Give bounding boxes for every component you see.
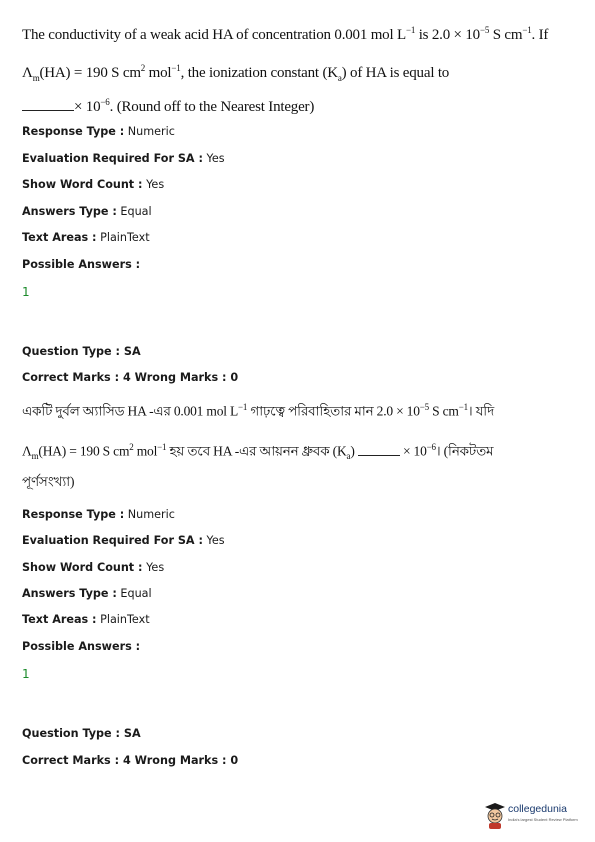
answers-type-row: Answers Type : Equal <box>22 205 152 218</box>
question-type-row: Question Type : SA <box>22 727 141 740</box>
logo-name: collegedunia <box>508 803 567 815</box>
answer-blank <box>22 98 74 111</box>
possible-answers-row: Possible Answers : <box>22 258 141 271</box>
logo-tagline: India's largest Student Review Platform <box>508 817 578 822</box>
question-1-line-2: $\Lambda_m(HA) = 190$ S $cm^2$ mol$^{-1}$, the ionization constant $(K_a)$ of HA is equal to <box>22 63 450 83</box>
response-type-row: Response Type : Numeric <box>22 508 175 521</box>
show-word-count-row: Show Word Count : Yes <box>22 178 165 191</box>
text-areas-row: Text Areas : PlainText <box>22 231 150 244</box>
possible-answer-value: 1 <box>22 285 30 299</box>
question-1-line-1: The conductivity of a weak acid HA of concentration 0.001 mol $L^{-1}$ is $2.0 \times 10^{-5}$ S $cm^{-1}$. If <box>22 25 549 43</box>
answers-type-row: Answers Type : Equal <box>22 587 152 600</box>
collegedunia-logo <box>484 800 588 832</box>
marks-row: Correct Marks : 4 Wrong Marks : 0 <box>22 754 239 767</box>
possible-answer-value: 1 <box>22 667 30 681</box>
mascot-icon <box>484 802 506 830</box>
question-2-line-1: একটি দুর্বল অ্যাসিড HA -এর 0.001 mol $L^{-1}$ গাঢ়ত্বে পরিবাহিতার মান $2.0 \times 10^{-5}$ S $cm^{-1}।$ যদি <box>22 402 495 419</box>
answer-blank <box>358 443 400 456</box>
possible-answers-row: Possible Answers : <box>22 640 141 653</box>
evaluation-required-row: Evaluation Required For SA : Yes <box>22 534 225 547</box>
text-areas-row: Text Areas : PlainText <box>22 613 150 626</box>
show-word-count-row: Show Word Count : Yes <box>22 561 165 574</box>
question-type-row: Question Type : SA <box>22 345 141 358</box>
response-type-row: Response Type : Numeric <box>22 125 175 138</box>
question-2-line-2: $\Lambda_m(HA) = 190$ S $cm^2$ mol$^{-1}$ হয় তবে HA -এর আয়নন ধ্রুবক $(K_a)$ × $10^{-6}।$ (নিকটতম <box>22 442 494 462</box>
question-1-line-3: × $10^{-6}$. (Round off to the Nearest Integer) <box>22 92 562 117</box>
evaluation-required-row: Evaluation Required For SA : Yes <box>22 152 225 165</box>
marks-row: Correct Marks : 4 Wrong Marks : 0 <box>22 371 239 384</box>
question-2-line-3: পূর্ণসংখ্যা) <box>22 474 75 489</box>
